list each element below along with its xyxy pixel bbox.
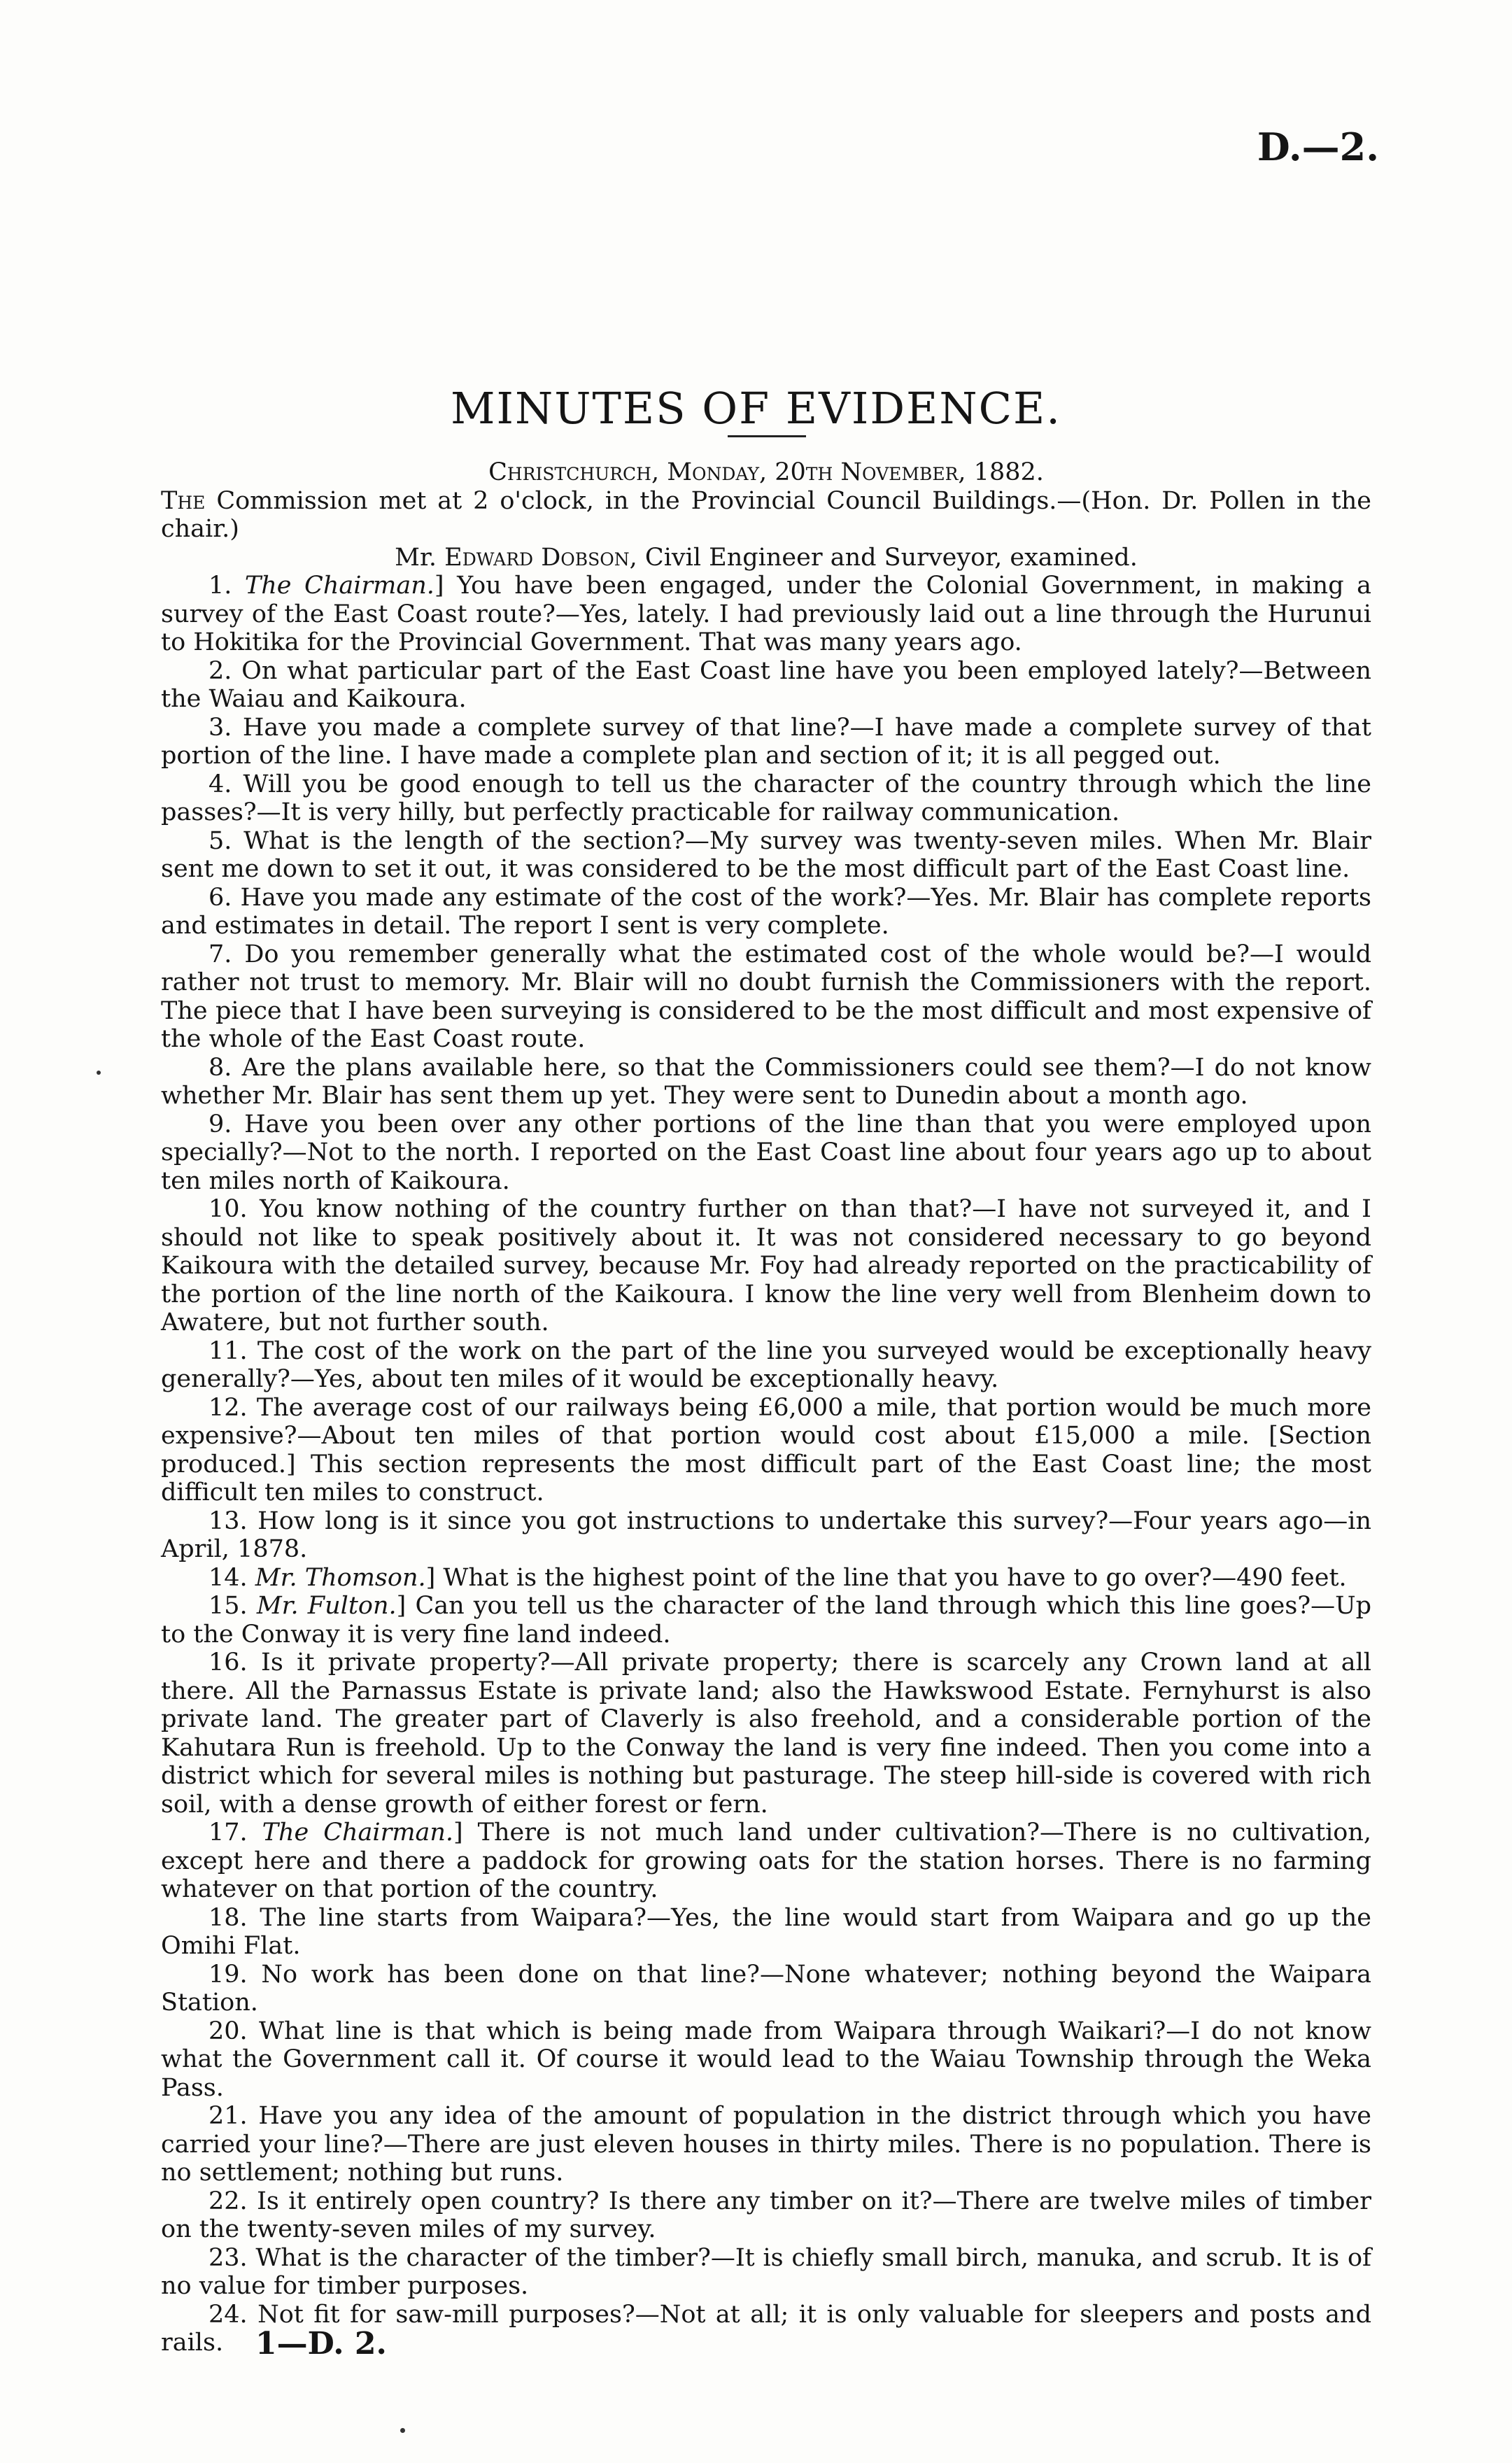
- evidence-entry: [161, 1961, 1371, 2017]
- evidence-entry: [161, 940, 1371, 1054]
- evidence-entry: [161, 1819, 1371, 1904]
- witness-name: Edward Dobson: [444, 543, 630, 572]
- entry-text: Have you made any estimate of the cost of the work?—Yes. Mr. Blair has complete reports and estimates in detail. The report I sent is very complete.: [161, 883, 1371, 940]
- entry-text: Have you been over any other portions of the line than that you were employed upon specially?—Not to the north. I reported on the East Coast line about four years ago up to about ten miles north of Kaikoura.: [161, 1110, 1371, 1195]
- evidence-entry: [161, 827, 1371, 884]
- entry-number: 21.: [209, 2102, 259, 2130]
- evidence-entry: [161, 1592, 1371, 1649]
- witness-description: , Civil Engineer and Surveyor, examined.: [629, 543, 1138, 572]
- entry-text: ] Can you tell us the character of the land through which this line goes?—Up to the Conway it is very fine land indeed.: [161, 1592, 1371, 1649]
- witness-line: [161, 544, 1371, 572]
- evidence-entry: [161, 1564, 1371, 1593]
- evidence-entry: [161, 1904, 1371, 1961]
- entry-text: Not fit for saw-mill purposes?—Not at all; it is only valuable for sleepers and posts and rails.: [161, 2300, 1371, 2357]
- session-text: Commission met at 2 o'clock, in the Provincial Council Buildings.—(Hon. Dr. Pollen in the chair.): [161, 486, 1371, 543]
- entry-text: ] What is the highest point of the line that you have to go over?—490 feet.: [425, 1563, 1347, 1592]
- place-date: Christchurch, Monday, 20th November, 1882.: [488, 458, 1044, 486]
- entry-text: How long is it since you got instructions to undertake this survey?—Four years ago—in April, 1878.: [161, 1506, 1372, 1563]
- evidence-entry: [161, 2102, 1371, 2187]
- entry-number: 8.: [209, 1053, 242, 1082]
- entry-number: 5.: [209, 826, 244, 855]
- entry-number: 16.: [209, 1649, 262, 1677]
- entry-text: The cost of the work on the part of the line you surveyed would be exceptionally heavy generally?—Yes, about ten miles of it would be exceptionally heavy.: [161, 1336, 1371, 1393]
- entry-number: 9.: [209, 1110, 245, 1138]
- document-body: [161, 458, 1371, 2357]
- evidence-entry: [161, 572, 1371, 657]
- entry-number: 14.: [209, 1563, 255, 1592]
- evidence-entry: [161, 770, 1371, 827]
- entry-number: 2.: [209, 656, 242, 685]
- entry-number: 20.: [209, 2017, 259, 2045]
- entry-number: 23.: [209, 2243, 256, 2272]
- evidence-entry: [161, 1054, 1371, 1110]
- entry-number: 11.: [209, 1336, 257, 1365]
- speck-mark: [400, 2428, 405, 2433]
- evidence-entry: [161, 1195, 1371, 1337]
- evidence-entry: [161, 2017, 1371, 2103]
- evidence-entry: [161, 1110, 1371, 1196]
- entry-text: Have you any idea of the amount of population in the district through which you have carried your line?—There are just eleven houses in thirty miles. There is no population. There is no settlement; nothing but runs.: [161, 2102, 1371, 2187]
- entry-number: 18.: [209, 1903, 260, 1932]
- entry-speaker: The Chairman.: [244, 572, 434, 600]
- entry-text: You know nothing of the country further on than that?—I have not surveyed it, and I should not like to speak positively about it. It was not considered necessary to go beyond Kaikoura with the detailed survey, because Mr. Foy had already reported on the practicability of the portion of the line north of the Kaikoura. I know the line very well from Blenheim down to Awatere, but not further south.: [161, 1195, 1371, 1336]
- session-statement: [161, 487, 1371, 544]
- entry-number: 24.: [209, 2300, 258, 2329]
- evidence-entry: [161, 1649, 1371, 1819]
- entry-text: ] There is not much land under cultivation?—There is no cultivation, except here and there a paddock for growing oats for the station horses. There is no farming whatever on that portion of the country.: [161, 1819, 1371, 1903]
- entry-text: Will you be good enough to tell us the character of the country through which the line passes?—It is very hilly, but perfectly practicable for railway communication.: [161, 770, 1371, 826]
- entry-text: What line is that which is being made from Waipara through Waikari?—I do not know what the Government call it. Of course it would lead to the Waiau Township through the Weka Pass.: [161, 2017, 1371, 2102]
- evidence-entry: [161, 714, 1371, 770]
- title-divider: [728, 435, 806, 437]
- page-title: MINUTES OF EVIDENCE.: [451, 382, 1061, 434]
- entry-text: ] You have been engaged, under the Colonial Government, in making a survey of the East Coast route?—Yes, lately. I had previously laid out a line through the Hurunui to Hokitika for the Provincial Government. That was many years ago.: [161, 572, 1371, 656]
- evidence-entry: [161, 1507, 1371, 1564]
- entry-text: What is the length of the section?—My survey was twenty-seven miles. When Mr. Blair sent me down to set it out, it was considered to be the most difficult part of the East Coast line.: [161, 826, 1371, 883]
- evidence-entry: [161, 1394, 1371, 1507]
- signature-mark: 1—D. 2.: [255, 2326, 387, 2362]
- entry-number: 10.: [209, 1195, 260, 1223]
- evidence-list: [161, 572, 1371, 2357]
- evidence-entry: [161, 657, 1371, 714]
- evidence-entry: [161, 2244, 1371, 2301]
- entry-speaker: Mr. Fulton.: [256, 1592, 397, 1620]
- entry-number: 3.: [209, 713, 243, 742]
- entry-text: Do you remember generally what the estimated cost of the whole would be?—I would rather not trust to memory. Mr. Blair will no doubt furnish the Commissioners with the report. The piece that I have been surveying is considered to be the most difficult and most expensive of the whole of the East Coast route.: [161, 940, 1371, 1053]
- entry-text: Is it private property?—All private property; there is scarcely any Crown land at all there. All the Parnassus Estate is private land; also the Hawkswood Estate. Fernyhurst is also private land. The greater part of Claverly is also freehold, and a considerable portion of the Kahutara Run is freehold. Up to the Conway the land is very fine indeed. Then you come into a district which for several miles is nothing but pasturage. The steep hill-side is covered with rich soil, with a dense growth of either forest or fern.: [161, 1649, 1372, 1819]
- entry-text: The average cost of our railways being £6,000 a mile, that portion would be much more expensive?—About ten miles of that portion would cost about £15,000 a mile. [Section produced.] This section represents the most difficult part of the East Coast line; the most difficult ten miles to construct.: [161, 1393, 1371, 1506]
- evidence-entry: [161, 2187, 1371, 2244]
- entry-number: 6.: [209, 883, 241, 912]
- entry-text: Are the plans available here, so that the Commissioners could see them?—I do not know whether Mr. Blair has sent them up yet. They were sent to Dunedin about a month ago.: [161, 1053, 1372, 1110]
- entry-speaker: The Chairman.: [262, 1819, 454, 1847]
- entry-number: 13.: [209, 1506, 258, 1535]
- entry-number: 4.: [209, 770, 243, 798]
- entry-number: 1.: [209, 572, 245, 600]
- entry-text: On what particular part of the East Coast line have you been employed lately?—Between the Waiau and Kaikoura.: [161, 656, 1371, 713]
- speck-mark: [97, 1071, 101, 1075]
- evidence-entry: [161, 884, 1371, 940]
- evidence-entry: [161, 1337, 1371, 1394]
- entry-text: Is it entirely open country? Is there any timber on it?—There are twelve miles of timber on the twenty-seven miles of my survey.: [161, 2187, 1371, 2243]
- entry-number: 12.: [209, 1393, 257, 1422]
- entry-text: No work has been done on that line?—None whatever; nothing beyond the Waipara Station.: [161, 1960, 1371, 2017]
- entry-text: What is the character of the timber?—It is chiefly small birch, manuka, and scrub. It is of no value for timber purposes.: [161, 2243, 1371, 2300]
- entry-number: 19.: [209, 1960, 262, 1989]
- entry-text: The line starts from Waipara?—Yes, the line would start from Waipara and go up the Omihi Flat.: [161, 1903, 1371, 1960]
- entry-text: Have you made a complete survey of that line?—I have made a complete survey of that portion of the line. I have made a complete plan and section of it; it is all pegged out.: [161, 713, 1371, 770]
- entry-number: 22.: [209, 2187, 257, 2215]
- entry-speaker: Mr. Thomson.: [255, 1563, 426, 1592]
- entry-number: 7.: [209, 940, 245, 968]
- session-lead: The: [161, 486, 206, 515]
- witness-prefix: Mr.: [395, 543, 445, 572]
- page-reference: D.—2.: [1257, 125, 1379, 169]
- entry-number: 17.: [209, 1819, 262, 1847]
- entry-number: 15.: [209, 1592, 257, 1620]
